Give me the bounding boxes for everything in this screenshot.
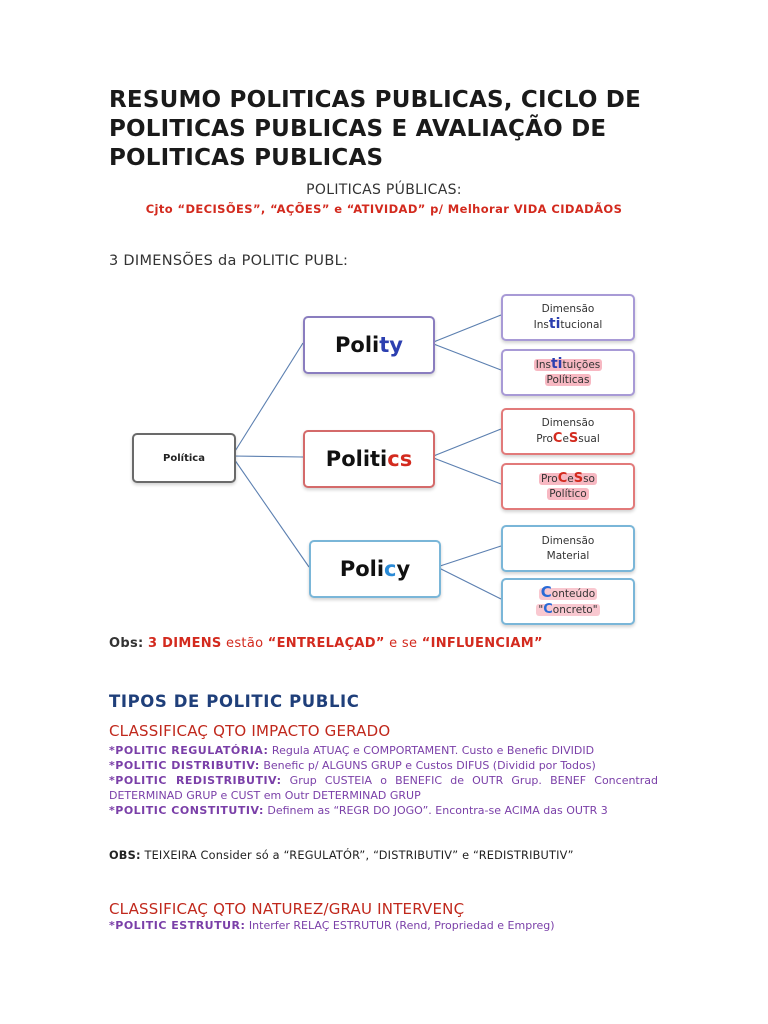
policy-label-accent: c (384, 557, 397, 581)
politics-box (303, 430, 435, 488)
polity-label-base: Poli (335, 333, 380, 357)
list-item: *POLITIC REDISTRIBUTIV: Grup CUSTEIA o BENEFIC de OUTR Grup. BENEF Concentrad DETERMINAD GRUP e CUST em Outr DETERMINAD GRUP (109, 774, 658, 802)
dimensao-processual-line1: Dimensão (541, 417, 595, 429)
obs-teixeira: OBS: TEIXEIRA Consider só a “REGULATÓR”, “DISTRIBUTIV” e “REDISTRIBUTIV” (109, 849, 574, 862)
processo-politico-line2: Político (549, 488, 587, 500)
dimensao-material-line1: Dimensão (541, 534, 595, 547)
processo-politico-box (501, 463, 635, 510)
policy-box (309, 540, 441, 598)
list-item: *POLITIC CONSTITUTIV: Definem as “REGR DO JOGO”. Encontra-se ACIMA das OUTR 3 (109, 804, 608, 817)
instituicoes-politicas-line1: Instituições (535, 356, 601, 372)
section-impacto-heading: CLASSIFICAÇ QTO IMPACTO GERADO (109, 722, 391, 740)
dimensao-institucional-box (501, 294, 635, 341)
dimensions-diagram (125, 285, 645, 630)
list-item: *POLITIC ESTRUTUR: Interfer RELAÇ ESTRUTUR (Rend, Propriedad e Empreg) (109, 919, 555, 932)
page-title: RESUMO POLITICAS PUBLICAS, CICLO DE POLITICAS PUBLICAS E AVALIAÇÃO DE POLITICAS PUBLICAS (109, 87, 642, 171)
processo-politico-line1: ProCeSso (541, 471, 595, 486)
dimensao-material-box (501, 525, 635, 572)
concreto-line: "Concreto" (538, 602, 598, 617)
dimensions-heading: 3 DIMENSÕES da POLITIC PUBL: (109, 253, 349, 269)
polity-label-accent: ty (379, 333, 403, 357)
politica-root-label: Política (163, 452, 205, 464)
politics-label-base: Politi (325, 447, 388, 471)
list-item: *POLITIC REGULATÓRIA: Regula ATUAÇ e COMPORTAMENT. Custo e Benefic DIVIDID (109, 744, 595, 757)
conteudo-line: Conteúdo (540, 583, 596, 601)
politics-label-accent: cs (387, 447, 413, 471)
dimensao-material-line2: Material (546, 549, 590, 562)
instituicoes-politicas-box (501, 349, 635, 396)
policy-label-rest: y (396, 557, 411, 581)
list-item: *POLITIC DISTRIBUTIV: Benefic p/ ALGUNS GRUP e Custos DIFUS (Dividid por Todos) (109, 759, 596, 772)
section-natureza-heading: CLASSIFICAÇ QTO NATUREZ/GRAU INTERVENÇ (109, 900, 465, 918)
conteudo-concreto-box (501, 578, 635, 625)
dimensao-institucional-line1: Dimensão (541, 303, 595, 315)
politicas-publicas-definition: Cjto “DECISÕES”, “AÇÕES” e “ATIVIDAD” p/ Melhorar VIDA CIDADÃOS (145, 202, 623, 216)
polity-box (303, 316, 435, 374)
instituicoes-politicas-line2: Políticas (546, 374, 590, 386)
dimensao-processual-box (501, 408, 635, 455)
tipos-heading: TIPOS DE POLITIC PUBLIC (109, 692, 360, 711)
impacto-items-list (109, 743, 658, 818)
politica-root-box (132, 433, 236, 483)
policy-label-base: Poli (339, 557, 385, 581)
obs-entrelacadas: Obs: 3 DIMENS estão “ENTRELAÇAD” e se “INFLUENCIAM” (109, 636, 543, 651)
dimensao-institucional-line2: Institucional (533, 316, 603, 332)
dimensao-processual-line2: ProCeSsual (536, 431, 600, 446)
politicas-publicas-heading: POLITICAS PÚBLICAS: (306, 182, 462, 198)
